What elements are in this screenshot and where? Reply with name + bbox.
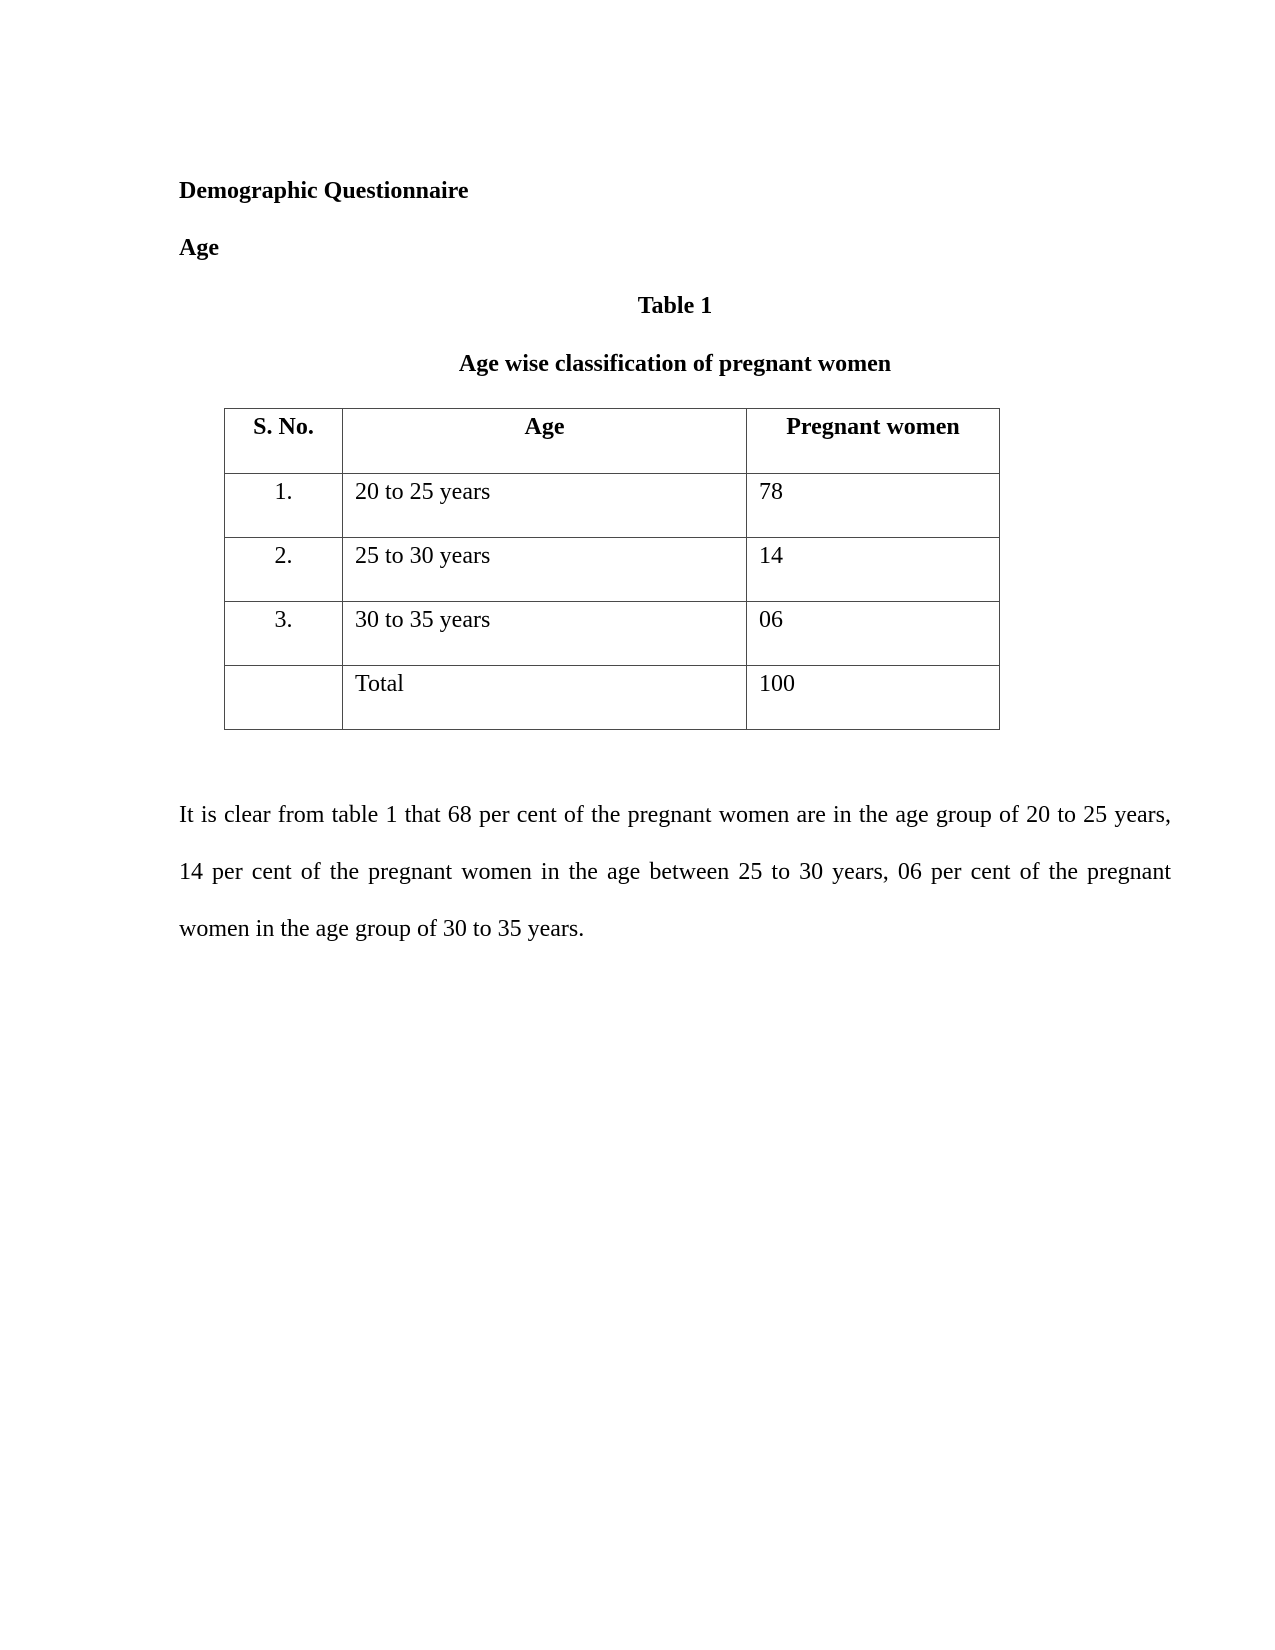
cell-count: 78	[747, 474, 1000, 538]
cell-count: 14	[747, 538, 1000, 602]
age-classification-table	[224, 408, 1000, 730]
document-heading: Demographic Questionnaire	[179, 178, 469, 204]
header-pregnant-women: Pregnant women	[747, 409, 1000, 474]
cell-count: 06	[747, 602, 1000, 666]
section-heading: Age	[179, 235, 219, 261]
cell-total-label: Total	[343, 666, 747, 730]
table-header-row	[225, 409, 1000, 474]
cell-age: 30 to 35 years	[343, 602, 747, 666]
table-number: Table 1	[637, 293, 713, 319]
cell-age: 25 to 30 years	[343, 538, 747, 602]
table-row	[225, 474, 1000, 538]
cell-age: 20 to 25 years	[343, 474, 747, 538]
cell-sno: 2.	[225, 538, 343, 602]
header-age: Age	[343, 409, 747, 474]
cell-sno: 1.	[225, 474, 343, 538]
table-total-row	[225, 666, 1000, 730]
table-caption: Age wise classification of pregnant women	[458, 351, 892, 377]
body-paragraph: It is clear from table 1 that 68 per cent of the pregnant women are in the age group of 20 to 25 years, 14 per cent of the pregnant women in the age between 25 to 30 years, 06 per cent of the pregnant women in the age group of 30 to 35 years.	[179, 802, 1171, 942]
table-row	[225, 538, 1000, 602]
cell-sno: 3.	[225, 602, 343, 666]
cell-total-count: 100	[747, 666, 1000, 730]
cell-sno	[225, 666, 343, 730]
header-sno: S. No.	[225, 409, 343, 474]
table-row	[225, 602, 1000, 666]
